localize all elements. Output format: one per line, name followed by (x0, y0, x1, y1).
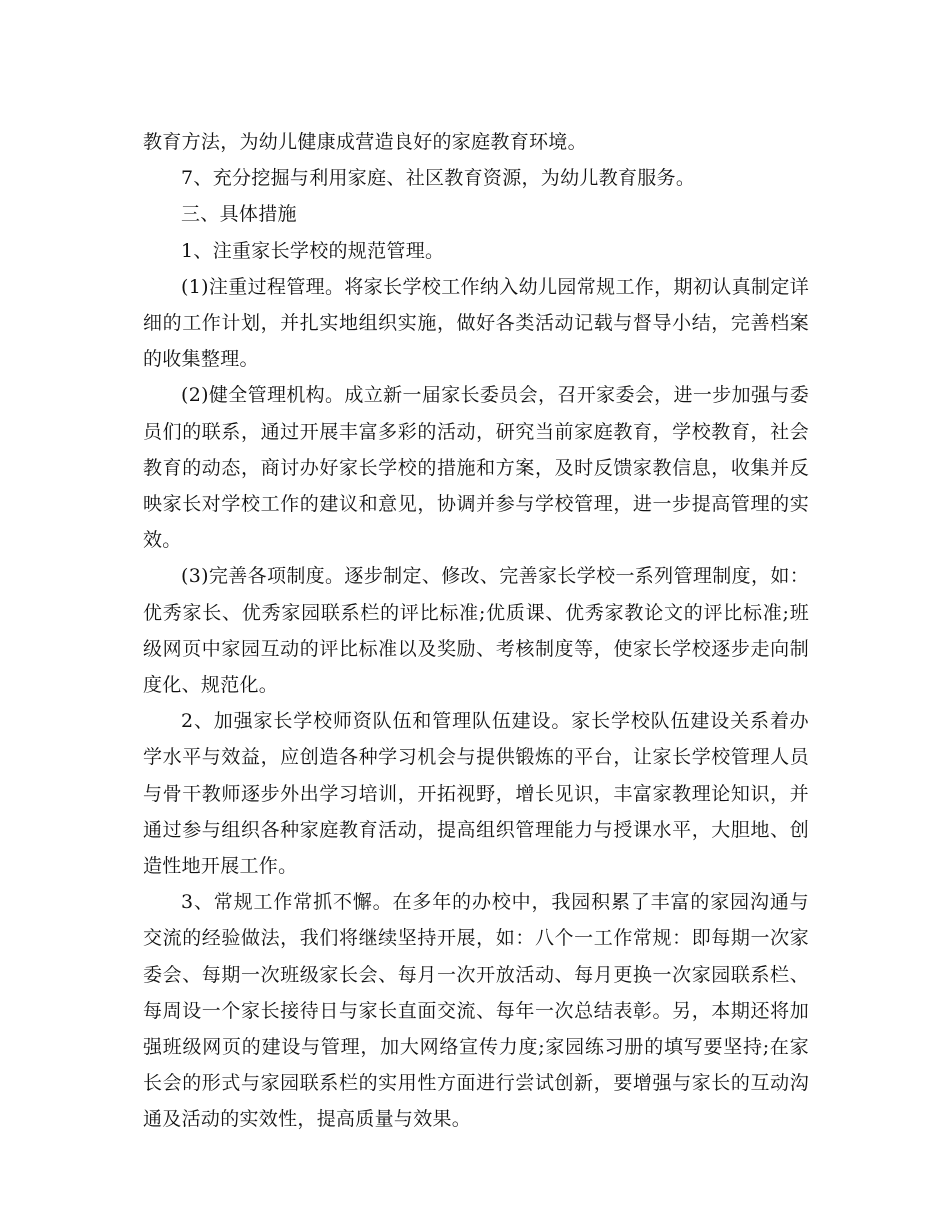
paragraph-1: 教育方法，为幼儿健康成营造良好的家庭教育环境。 (143, 131, 587, 153)
document-body (143, 124, 809, 1138)
paragraph-staff-building: 2、加强家长学校师资队伍和管理队伍建设。家长学校队伍建设关系着办学水平与效益，应创造各种学习机会与提供锻炼的平台，让家长学校管理人员与骨干教师逐步外出学习培训，开拓视野，增长见识，丰富家教理论知识，并通过参与组织各种家庭教育活动，提高组织管理能力与授课水平，大胆地、创造性地开展工作。 (143, 710, 809, 878)
section-heading-measures: 三、具体措施 (181, 203, 297, 226)
paragraph-2: 7、充分挖掘与利用家庭、社区教育资源，为幼儿教育服务。 (181, 167, 696, 190)
paragraph-routine-work: 3、常规工作常抓不懈。在多年的办校中，我园积累了丰富的家园沟通与交流的经验做法，我们将继续坚持开展，如：八个一工作常规：即每期一次家委会、每期一次班级家长会、每月一次开放活动、每月更换一次家园联系栏、每周设一个家长接待日与家长直面交流、每年一次总结表彰。另，本期还将加强班级网页的建设与管理，加大网络宣传力度;家园练习册的填写要坚持;在家长会的形式与家园联系栏的实用性方面进行尝试创新，要增强与家长的互动沟通及活动的实效性，提高质量与效果。 (143, 891, 809, 1131)
subheading-1: 1、注重家长学校的规范管理。 (181, 239, 445, 262)
paragraph-process-management: (1)注重过程管理。将家长学校工作纳入幼儿园常规工作，期初认真制定详细的工作计划，并扎实地组织实施，做好各类活动记载与督导小结，完善档案的收集整理。 (143, 275, 809, 371)
paragraph-management-organization: (2)健全管理机构。成立新一届家长委员会，召开家委会，进一步加强与委员们的联系，通过开展丰富多彩的活动，研究当前家庭教育，学校教育，社会教育的动态，商讨办好家长学校的措施和方案，及时反馈家教信息，收集并反映家长对学校工作的建议和意见，协调并参与学校管理，进一步提高管理的实效。 (143, 384, 809, 552)
paragraph-systems: (3)完善各项制度。逐步制定、修改、完善家长学校一系列管理制度，如：优秀家长、优秀家园联系栏的评比标准;优质课、优秀家教论文的评比标准;班级网页中家园互动的评比标准以及奖励、考核制度等，使家长学校逐步走向制度化、规范化。 (143, 565, 809, 697)
